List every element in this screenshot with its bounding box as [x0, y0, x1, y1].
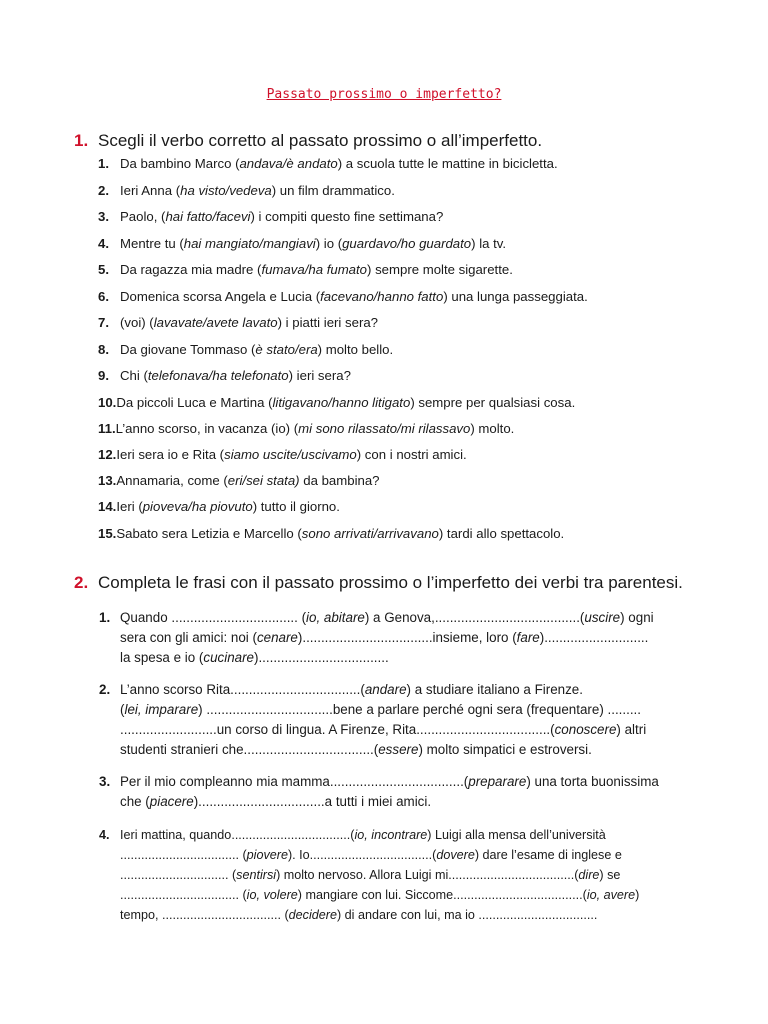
item-number: 14. — [98, 499, 117, 514]
verb-hint: io, volere — [246, 888, 298, 902]
exercise1-item — [98, 315, 378, 330]
sentence-text: ) di andare con lui, ma io .................................. — [336, 908, 598, 922]
item-options: telefonava/ha telefonato — [147, 368, 289, 383]
exercise2-paragraph — [99, 608, 699, 668]
item-options: è stato/era — [255, 342, 318, 357]
section1-heading-text: Scegli il verbo corretto al passato prossimo o all’imperfetto. — [98, 131, 543, 150]
item-number: 15. — [98, 526, 117, 541]
paragraph-line — [120, 608, 699, 628]
item-text: ) molto. — [470, 421, 515, 436]
item-options: eri/sei stata) — [227, 473, 300, 488]
verb-hint: uscire — [584, 610, 621, 625]
sentence-text: ) se — [599, 868, 621, 882]
sentence-text: ) dare l’esame di inglese e — [474, 848, 622, 862]
item-number: 12. — [98, 447, 117, 462]
verb-hint: fare — [516, 630, 540, 645]
item-options: sono arrivati/arrivavano — [301, 526, 439, 541]
sentence-text: ( — [120, 702, 125, 717]
paragraph-number: 4. — [99, 828, 110, 842]
sentence-text: ) molto nervoso. Allora Luigi mi....................................( — [276, 868, 579, 882]
verb-hint: dire — [578, 868, 600, 882]
verb-hint: cucinare — [203, 650, 254, 665]
item-options: fumava/ha fumato — [261, 262, 368, 277]
exercise2-paragraph — [99, 680, 699, 760]
item-text: ) una lunga passeggiata. — [443, 289, 588, 304]
item-text: Ieri sera io e Rita ( — [116, 447, 225, 462]
item-number: 10. — [98, 395, 117, 410]
sentence-text: Per il mio compleanno mia mamma....................................( — [120, 774, 469, 789]
item-number: 9. — [98, 368, 109, 383]
item-text: Da piccoli Luca e Martina ( — [116, 395, 273, 410]
sentence-text: studenti stranieri che...................................( — [120, 742, 379, 757]
sentence-text: )..................................a tutti i miei amici. — [193, 794, 432, 809]
paragraph-line — [120, 905, 699, 925]
item-text: (voi) ( — [120, 315, 154, 330]
exercise1-item — [98, 183, 395, 198]
sentence-text: )............................ — [539, 630, 649, 645]
paragraph-line — [120, 885, 699, 905]
verb-hint: sentirsi — [236, 868, 277, 882]
paragraph-line — [120, 680, 699, 700]
verb-hint: preparare — [468, 774, 527, 789]
sentence-text: ) mangiare con lui. Siccome.....................................( — [297, 888, 587, 902]
item-text: Da ragazza mia madre ( — [120, 262, 262, 277]
item-number: 5. — [98, 262, 109, 277]
verb-hint: dovere — [436, 848, 475, 862]
sentence-text: ) a Genova,.......................................( — [364, 610, 585, 625]
item-text: ) molto bello. — [317, 342, 394, 357]
verb-hint: conoscere — [554, 722, 617, 737]
item-text: Chi ( — [120, 368, 148, 383]
sentence-text: la spesa e io ( — [120, 650, 204, 665]
item-text: Domenica scorsa Angela e Lucia ( — [120, 289, 321, 304]
item-text: Mentre tu ( — [120, 236, 184, 251]
verb-hint: io, incontrare — [354, 828, 428, 842]
sentence-text: Quando .................................. ( — [120, 610, 307, 625]
paragraph-line — [120, 845, 699, 865]
item-text: ) io ( — [315, 236, 343, 251]
item-options: facevano/hanno fatto — [320, 289, 444, 304]
exercise1-item — [98, 368, 351, 383]
sentence-text: )...................................insieme, loro ( — [297, 630, 517, 645]
item-number: 3. — [98, 209, 109, 224]
sentence-text: L’anno scorso Rita...................................( — [120, 682, 365, 697]
paragraph-line — [120, 720, 699, 740]
item-text: ) i piatti ieri sera? — [277, 315, 379, 330]
sentence-text: ............................... ( — [120, 868, 237, 882]
paragraph-line — [120, 648, 699, 668]
item-options: andava/è andato — [239, 156, 338, 171]
paragraph-line — [120, 825, 699, 845]
paragraph-line — [120, 740, 699, 760]
verb-hint: essere — [378, 742, 419, 757]
sentence-text: ) Luigi alla mensa dell’università — [427, 828, 606, 842]
item-text: ) un film drammatico. — [271, 183, 395, 198]
section2-heading-text: Completa le frasi con il passato prossimo o l’imperfetto dei verbi tra parentesi. — [98, 573, 683, 592]
item-text: Ieri ( — [116, 499, 143, 514]
item-text: Da bambino Marco ( — [120, 156, 240, 171]
sentence-text: ) ogni — [620, 610, 654, 625]
exercise1-item — [98, 395, 575, 410]
item-options: ha visto/vedeva — [180, 183, 272, 198]
item-options: mi sono rilassato/mi rilassavo — [298, 421, 471, 436]
section1-heading — [74, 131, 542, 151]
item-options: pioveva/ha piovuto — [142, 499, 253, 514]
sentence-text: ) ..................................bene a parlare perché ogni sera (frequentare) ......... — [198, 702, 641, 717]
exercise2-paragraph — [99, 772, 699, 812]
item-text: ) sempre per qualsiasi cosa. — [410, 395, 576, 410]
item-number: 1. — [98, 156, 109, 171]
exercise2-paragraph — [99, 825, 699, 925]
item-options: hai fatto/facevi — [165, 209, 251, 224]
section1-number: 1. — [74, 131, 89, 150]
item-text: ) ieri sera? — [288, 368, 351, 383]
exercise1-item — [98, 289, 588, 304]
item-text: Sabato sera Letizia e Marcello ( — [116, 526, 302, 541]
item-number: 7. — [98, 315, 109, 330]
paragraph-line — [120, 628, 699, 648]
section2-heading — [74, 573, 683, 593]
paragraph-body — [120, 680, 699, 760]
sentence-text: .................................. ( — [120, 848, 247, 862]
page-title: Passato prossimo o imperfetto? — [266, 87, 502, 102]
sentence-text: ). Io...................................( — [287, 848, 437, 862]
item-number: 8. — [98, 342, 109, 357]
sentence-text: ) molto simpatici e estroversi. — [418, 742, 592, 757]
exercise1-item — [98, 473, 380, 488]
exercise1-item — [98, 262, 513, 277]
item-number: 11. — [98, 421, 116, 436]
paragraph-body — [120, 772, 699, 812]
item-text: Ieri Anna ( — [120, 183, 181, 198]
item-text: ) a scuola tutte le mattine in bicicletta. — [337, 156, 558, 171]
item-options: guardavo/ho guardato — [342, 236, 472, 251]
item-text: ) con i nostri amici. — [356, 447, 467, 462]
item-text: ) i compiti questo fine settimana? — [250, 209, 444, 224]
sentence-text: sera con gli amici: noi ( — [120, 630, 257, 645]
paragraph-line — [120, 772, 699, 792]
verb-hint: piacere — [149, 794, 194, 809]
exercise1-item — [98, 342, 393, 357]
item-text: ) tardi allo spettacolo. — [438, 526, 565, 541]
item-options: siamo uscite/uscivamo — [224, 447, 357, 462]
item-options: lavavate/avete lavato — [153, 315, 278, 330]
item-text: Paolo, ( — [120, 209, 166, 224]
paragraph-line — [120, 792, 699, 812]
paragraph-line — [120, 700, 699, 720]
verb-hint: lei, imparare — [124, 702, 199, 717]
exercise1-item — [98, 526, 564, 541]
section2-number: 2. — [74, 573, 89, 592]
paragraph-body — [120, 608, 699, 668]
exercise1-item — [98, 447, 467, 462]
verb-hint: piovere — [246, 848, 288, 862]
verb-hint: andare — [364, 682, 407, 697]
sentence-text: ) altri — [616, 722, 647, 737]
paragraph-line — [120, 865, 699, 885]
item-options: hai mangiato/mangiavi — [183, 236, 316, 251]
sentence-text: che ( — [120, 794, 150, 809]
sentence-text: Ieri mattina, quando..................................( — [120, 828, 355, 842]
verb-hint: io, avere — [586, 888, 636, 902]
sentence-text: ) una torta buonissima — [526, 774, 659, 789]
sentence-text: .................................. ( — [120, 888, 247, 902]
item-text: Annamaria, come ( — [116, 473, 228, 488]
verb-hint: decidere — [288, 908, 337, 922]
sentence-text: ) — [635, 888, 640, 902]
exercise1-item — [98, 421, 514, 436]
sentence-text: ) a studiare italiano a Firenze. — [406, 682, 583, 697]
item-text: ) tutto il giorno. — [252, 499, 340, 514]
item-number: 6. — [98, 289, 109, 304]
item-text: L’anno scorso, in vacanza (io) ( — [115, 421, 299, 436]
exercise1-item — [98, 156, 558, 171]
item-number: 13. — [98, 473, 117, 488]
sentence-text: tempo, .................................. ( — [120, 908, 289, 922]
paragraph-number: 2. — [99, 682, 111, 697]
exercise1-item — [98, 209, 443, 224]
verb-hint: io, abitare — [306, 610, 365, 625]
exercise1-item — [98, 236, 506, 251]
paragraph-number: 1. — [99, 610, 111, 625]
paragraph-body — [120, 825, 699, 925]
item-text: da bambina? — [299, 473, 380, 488]
item-number: 2. — [98, 183, 109, 198]
item-text: ) sempre molte sigarette. — [367, 262, 513, 277]
exercise1-item — [98, 499, 340, 514]
verb-hint: cenare — [256, 630, 298, 645]
item-number: 4. — [98, 236, 109, 251]
item-options: litigavano/hanno litigato — [272, 395, 411, 410]
sentence-text: )................................... — [254, 650, 389, 665]
item-text: Da giovane Tommaso ( — [120, 342, 256, 357]
paragraph-number: 3. — [99, 774, 111, 789]
item-text: ) la tv. — [471, 236, 507, 251]
sentence-text: ..........................un corso di lingua. A Firenze, Rita....................................( — [120, 722, 555, 737]
